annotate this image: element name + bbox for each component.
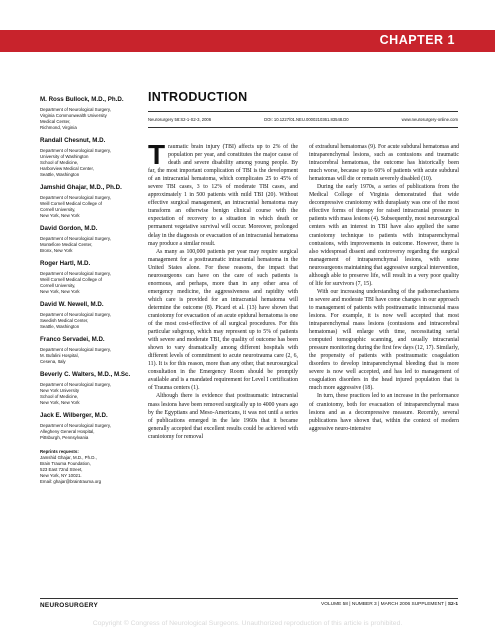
author-affiliation-line: Department of Neurological Surgery, [40,382,111,387]
author-affiliation-line: Bronx, New York [40,248,73,253]
body-paragraph [148,392,298,440]
reprints-block [40,449,132,485]
author-name: Randall Chesnut, M.D. [40,137,106,144]
author-affiliation-line: Cornell University, [40,283,76,288]
paragraph-text: of extradural hematomas (9). For acute subdural hematomas and intraparenchymal lesions, such as contusions and traumatic intracerebral hematomas, the outcome has historically been much worse, because up to 60% of patients with acute subdural hematomas will die or remain severely disabled (10). [309,144,459,183]
author-affiliation-line: Weill Cornell Medical College of [40,201,102,206]
author-name: Beverly C. Walters, M.D., M.Sc. [40,371,131,378]
doi: DOI: 10.1227/01.NEU.0000210361.83548.D0 [264,117,349,122]
author-affiliation-line: Virginia Commonwealth University [40,113,107,118]
author-block [40,260,132,295]
author-affiliation-line: University of Washington [40,154,89,159]
author-block [40,96,132,131]
author-name: Jack E. Wilberger, M.D. [40,412,108,419]
paragraph-text: raumatic brain injury (TBI) affects up to 2% of the population per year, and constitutes the major cause of death and severe disability among young people. By far, the most important complication of TBI is the development of an intracranial hematoma, which complicates 25 to 45% of severe TBI cases, 3 to 12% of moderate TBI cases, and approximately 1 in 500 patients with mild TBI (20). Without effective surgical management, an intracranial hematoma may transform an otherwise benign clinical course with the expectation of recovery to a situation in which death or permanent vegetative survival will occur. Moreover, prolonged delay in the diagnosis or evacuation of an intracranial hematoma may produce a similar result. [148,144,298,247]
author-affiliation-line: Department of Neurological Surgery, [40,347,111,352]
author-affiliation-line: Department of Neurological Surgery, [40,148,111,153]
reprints-line: Jamshid Ghajar, M.D., Ph.D., [40,455,97,460]
paragraph-text: During the early 1970s, a series of publications from the Medical College of Virginia demonstrated that wide decompressive craniotomy with duraplasty was one of the most effective forms of therapy for raised intracranial pressure in patients with mass lesions (4). Subsequently, most neurosurgical centers with an interest in TBI have also applied the same craniotomy technique to patients with intraparenchymal contusions, with improvements in outcome. However, there is also widespread dissent and controversy regarding the surgical management of intraparenchymal lesions, with some neurosurgeons maintaining that aggressive surgical intervention, although able to preserve life, will result in a very poor quality of life for survivors (7, 15). [309,184,459,287]
footer-journal: NEUROSURGERY [40,602,99,609]
reprints-line: Brain Trauma Foundation, [40,461,91,466]
author-name: David Gordon, M.D. [40,225,98,232]
author-affiliation-line: School of Medicine, [40,160,79,165]
author-affiliation-line: Department of Neurological Surgery, [40,312,111,317]
author-affiliation-line: New York, New York [40,213,80,218]
author-affiliation-line: Department of Neurological Surgery, [40,423,111,428]
author-sidebar [40,96,132,485]
author-name: M. Ross Bullock, M.D., Ph.D. [40,96,124,103]
journal-citation: Neurosurgery 58:S2-1-S2-3, 2006 [148,117,212,122]
author-affiliation-line: M. Bufalini Hospital, [40,353,79,358]
author-block [40,225,132,254]
chapter-banner [0,30,495,52]
body-paragraph [309,288,459,393]
author-affiliation-line: Department of Neurological Surgery, [40,107,111,112]
author-block [40,371,132,406]
author-affiliation-line: New York, New York [40,289,80,294]
author-affiliation-line: Allegheny General Hospital, [40,429,95,434]
paragraph-text: With our increasing understanding of the pathomechanisms in severe and moderate TBI have come changes in our approach to management of patients with posttraumatic intracranial mass lesions. For example, it is now well accepted that most intraparenchymal mass lesions (contusions and intracerebral hematomas) will enlarge with time, necessitating serial computed tomographic scanning, and usually intracranial pressure monitoring during the first few days (12, 17). Similarly, the propensity of patients with posttraumatic coagulation disorders to develop intraparenchymal bleeding that is more severe is now well accepted, and has led to management of coagulation disorders in the head injured population that is much more aggressive (18). [309,288,459,392]
header-divider-top [148,111,458,112]
chapter-label: CHAPTER 1 [379,33,455,47]
body-paragraph [309,143,459,183]
paragraph-text: As many as 100,000 patients per year may require surgical management for a posttraumatic intracranial hematoma in the United States alone. For these reasons, the impact that neurosurgeons can have on the care of such patients is enormous, and perhaps, more than in any other area of emergency medicine, the aggressiveness and rapidity with which care is provided for an intracranial hematoma will determine the outcome (8). Picard et al. (13) have shown that craniotomy for evacuation of an acute epidural hematoma is one of the most cost-effective of all surgical procedures. For this particular subgroup, which may represent up to 5% of patients with severe and moderate TBI, the quality of outcome has been shown to vary dramatically among different hospitals with different levels of commitment to acute neurotrauma care (2, 6, 11). It is for this reason, more than any other, that neurosurgical consultation in the Emergency Room should be promptly available and is a mandated requirement for Level I certification of Trauma centers (1). [148,248,298,392]
author-affiliation-line: Weill Cornell Medical College of [40,277,102,282]
section-title: INTRODUCTION [148,90,248,104]
author-affiliation-line: Department of Neurological Surgery, [40,271,111,276]
author-affiliation-line: New York University [40,388,80,393]
author-affiliation-line: Harborview Medical Center, [40,166,94,171]
author-affiliation-line: Cornell University, [40,207,76,212]
author-affiliation-line: Pittsburgh, Pennsylvania [40,435,89,440]
footer-issue: VOLUME 58 | NUMBER 3 | MARCH 2006 SUPPLEMENT | [321,602,447,607]
author-affiliation-line: Department of Neurological Surgery, [40,195,111,200]
author-block [40,137,132,178]
journal-url[interactable]: www.neurosurgery-online.com [401,117,458,122]
author-name: Franco Servadei, M.D. [40,336,105,343]
body-column-right [309,143,459,433]
author-affiliation-line: Richmond, Virginia [40,125,77,130]
author-affiliation-line: Seattle, Washington [40,172,80,177]
author-affiliation-line: Medical Center, [40,119,71,124]
author-block [40,301,132,330]
author-block [40,184,132,219]
reprints-line: 523 East 72nd Street, [40,467,83,472]
body-paragraph [309,392,459,432]
drop-cap: T [148,139,166,170]
author-affiliation-line: Department of Neurological Surgery, [40,236,111,241]
body-paragraph [309,183,459,288]
body-paragraph [148,139,298,248]
author-affiliation-line: Swedish Medical Center, [40,318,89,323]
reprints-line: Email: ghajar@braintrauma.org [40,479,102,484]
author-affiliation-line: Cesena, Italy [40,359,66,364]
author-name: Jamshid Ghajar, M.D., Ph.D. [40,184,122,191]
header-divider-bottom [148,127,458,128]
author-block [40,336,132,365]
citation-row [148,117,458,122]
reprints-line: New York, NY 10021. [40,473,82,478]
paragraph-text: Although there is evidence that posttraumatic intracranial mass lesions have been removed surgically up to 4000 years ago by the Egyptians and Meso-Americans, it was not until a series of publications emerged in the late 1960s that it became generally accepted that excellent results could be achieved with craniotomy for removal [148,393,298,440]
page-number: S2-1 [447,602,458,607]
author-affiliation-line: New York, New York [40,400,80,405]
reprints-heading: Reprints requests: [40,449,79,454]
author-affiliation-line: School of Medicine, [40,394,79,399]
author-affiliation-line: Seattle, Washington [40,324,80,329]
copyright-notice: Copyright © Congress of Neurological Surgeons. Unauthorized reproduction of this article is prohibited. [92,620,403,627]
author-name: Roger Hartl, M.D. [40,260,91,267]
paragraph-text: In turn, these practices led to an increase in the performance of craniotomy, both for evacuation of intraparenchymal mass lesions and as a decompressive measure. Recently, several publications have shown that, within the context of modern aggressive neuro-intensive [309,393,459,432]
author-block [40,412,132,441]
author-name: David W. Newell, M.D. [40,301,104,308]
body-column-left [148,139,298,441]
author-affiliation-line: Montefiore Medical Center, [40,242,93,247]
footer-issue-info [321,602,458,607]
body-paragraph [148,248,298,393]
footer-divider [40,598,458,599]
